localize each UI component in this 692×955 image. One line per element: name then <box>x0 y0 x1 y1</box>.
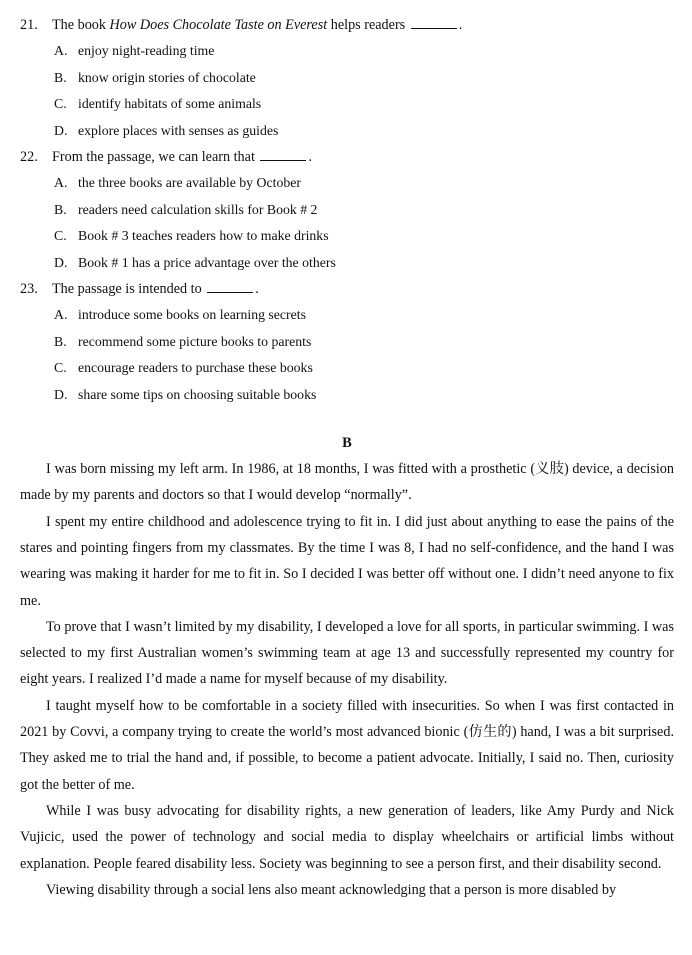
passage-paragraph: I spent my entire childhood and adolescence trying to fit in. I did just about anything to ease the pains of the stares and pointing fingers from my classmates. By the time I was 8, I had no self-confidence, and the hand I was wearing was making it harder for me to fit in. So I decided I was better off without one. I didn’t need anyone to fix me. <box>20 513 674 609</box>
question-23 <box>20 276 674 408</box>
option-text: encourage readers to purchase these books <box>78 360 313 376</box>
option-letter: B. <box>54 333 67 349</box>
passage-paragraph: I taught myself how to be comfortable in a society filled with insecurities. So when I was first contacted in 2021 by Covvi, a company trying to create the world’s most advanced bionic (仿生的) hand, I was a bit surprised. They asked me to trial the hand and, if possible, to become a patient advocate. Initially, I said no. Then, curiosity got the better of me. <box>20 697 674 793</box>
stem-text: The passage is intended to <box>52 281 202 298</box>
stem-text: From the passage, we can learn that <box>52 149 255 166</box>
option-text: Book # 1 has a price advantage over the others <box>78 254 336 270</box>
option-letter: C. <box>54 96 67 112</box>
option-letter: D. <box>54 122 68 138</box>
stem-end: . <box>308 149 312 166</box>
option-letter: D. <box>54 386 68 402</box>
option-d[interactable] <box>20 250 674 276</box>
book-title: How Does Chocolate Taste on Everest <box>109 17 328 33</box>
question-stem <box>20 12 674 38</box>
option-text: introduce some books on learning secrets <box>78 307 306 323</box>
option-letter: C. <box>54 228 67 244</box>
answer-blank <box>411 16 457 29</box>
stem-end: . <box>255 281 259 298</box>
question-21 <box>20 12 674 144</box>
reading-passage <box>20 456 674 903</box>
stem-end: . <box>458 17 463 33</box>
option-c[interactable] <box>20 91 674 117</box>
option-letter: B. <box>54 69 67 85</box>
option-text: identify habitats of some animals <box>78 96 262 112</box>
option-text: Book # 3 teaches readers how to make drinks <box>78 228 329 244</box>
option-text: know origin stories of chocolate <box>78 69 256 85</box>
option-text: share some tips on choosing suitable books <box>78 386 317 402</box>
option-b[interactable] <box>20 197 674 223</box>
option-a[interactable] <box>20 38 674 64</box>
section-heading: B <box>342 435 352 452</box>
option-letter: A. <box>54 175 68 191</box>
option-letter: C. <box>54 360 67 376</box>
stem-text: helps readers <box>327 17 406 33</box>
question-stem <box>20 276 674 302</box>
passage-paragraph: To prove that I wasn’t limited by my disability, I developed a love for all sports, in particular swimming. I was selected to my first Australian women’s swimming team at age 13 and successfully represented my country for eight years. I realized I’d made a name for myself because of my disability. <box>20 618 674 688</box>
option-d[interactable] <box>20 382 674 408</box>
option-letter: A. <box>54 43 68 59</box>
option-text: explore places with senses as guides <box>78 122 279 138</box>
question-number: 22. <box>20 149 38 166</box>
option-letter: B. <box>54 201 67 217</box>
question-stem <box>20 144 674 170</box>
option-text: readers need calculation skills for Book # 2 <box>78 201 318 217</box>
stem-prefix: The book <box>52 17 110 33</box>
passage-paragraph: Viewing disability through a social lens also meant acknowledging that a person is more disabled by <box>46 881 617 898</box>
option-text: enjoy night-reading time <box>78 43 215 59</box>
question-22 <box>20 144 674 276</box>
option-a[interactable] <box>20 302 674 328</box>
option-letter: D. <box>54 254 68 270</box>
option-text: recommend some picture books to parents <box>78 333 312 349</box>
option-c[interactable] <box>20 223 674 249</box>
option-text: the three books are available by October <box>78 175 301 191</box>
question-number: 21. <box>20 17 38 33</box>
option-c[interactable] <box>20 355 674 381</box>
option-d[interactable] <box>20 118 674 144</box>
question-number: 23. <box>20 281 38 298</box>
option-letter: A. <box>54 307 68 323</box>
option-b[interactable] <box>20 329 674 355</box>
answer-blank <box>207 280 253 293</box>
answer-blank <box>260 148 306 161</box>
option-a[interactable] <box>20 170 674 196</box>
passage-paragraph: While I was busy advocating for disability rights, a new generation of leaders, like Amy Purdy and Nick Vujicic, used the power of technology and social media to display wheelchairs or artificial limbs without explanation. People feared disability less. Society was beginning to see a person first, and their disability second. <box>20 802 674 872</box>
passage-paragraph: I was born missing my left arm. In 1986, at 18 months, I was fitted with a prosthetic (义肢) device, a decision made by my parents and doctors so that I would develop “normally”. <box>20 461 674 504</box>
option-b[interactable] <box>20 65 674 91</box>
